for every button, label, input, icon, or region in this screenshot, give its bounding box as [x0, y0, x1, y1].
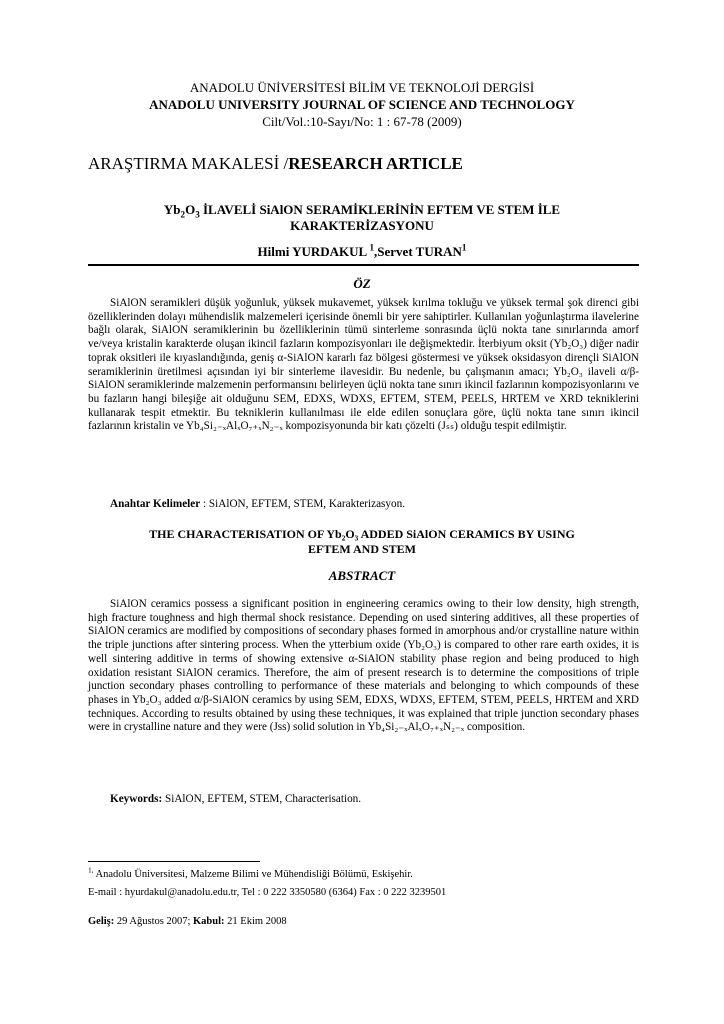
keywords-tr [110, 498, 405, 512]
authors: Hilmi YURDAKUL $^1$,Servet TURAN$^1$ [257, 242, 467, 259]
oz-heading: ÖZ [353, 276, 371, 291]
keywords-en [110, 793, 361, 807]
keywords-en-label: Keywords: [110, 793, 163, 805]
abstract-heading: ABSTRACT [328, 568, 396, 583]
footnote-affiliation: $^{1,}$ Anadolu Üniversitesi, Malzeme Bilimi ve Mühendisliği Bölümü, Eskişehir. [88, 865, 413, 880]
submission-dates [88, 915, 287, 928]
accepted-label: Kabul: [193, 916, 225, 927]
keywords-tr-text: : SiAlON, EFTEM, STEM, Karakterizasyon. [200, 498, 405, 510]
oz-text: SiAlON seramikleri düşük yoğunluk, yüksek mukavemet, yüksek kırılma tokluğu ve yüksek termal şok direnci gibi özelliklerinden dolayı mühendislik malzemeleri içerisinde önemli bir yere sahiptirler. Kullanılan yoğunlaştırma ilavelerine bağlı olarak, SiAlON seramiklerinin bu özelliklerinin tümü sinterleme sonrasında üçlü nokta tane sınırlarında amorf ve/veya kristalin karakterde oluşan ikincil fazların kompozisyonları ile değişmektedir. İterbiyum oksit (Yb₂O₃) diğer nadir toprak oksitleri ile kıyaslandığında, geniş α-SiAlON kararlı faz bölgesi göstermesi ve yüksek oksidasyon dirençli SiAlON seramiklerinin üretilmesi açısından iyi bir sinterleme ilavesidir. Bu nedenle, bu çalışmanın amacı; Yb₂O₃ ilaveli α/β-SiAlON seramiklerinde malzemenin performansını belirleyen üçlü nokta tane sınırı ikincil fazlarının kompozisyonlarını ve bu fazların hangi bileşiğe ait olduğunu SEM, EDXS, WDXS, EFTEM, STEM, PEELS, HRTEM ve XRD tekniklerini kullanarak tespit etmektir. Bu tekniklerin kullanılması ile elde edilen sonuçlara göre, üçlü nokta tane sınırı ikincil fazlarının kristalin ve Yb₄Si₂₋ₓAlₓO₇₊ₓN₂₋ₓ kompozisyonunda bir katı çözelti (Jₛₛ) olduğu tespit edilmiştir. [88, 297, 639, 433]
author-2: Servet TURAN [377, 244, 462, 259]
title-en-line1: THE CHARACTERISATION OF Yb₂O₃ ADDED SiAlON CERAMICS BY USING [149, 527, 575, 541]
header-divider [88, 264, 639, 266]
journal-name-tr: ANADOLU ÜNİVERSİTESİ BİLİM VE TEKNOLOJİ DERGİSİ [189, 80, 535, 95]
footnote-contact: E-mail : hyurdakul@anadolu.edu.tr, Tel : 0 222 3350580 (6364) Fax : 0 222 3239501 [88, 887, 447, 898]
article-type-en: RESEARCH ARTICLE [288, 154, 463, 173]
title-tr-line1: $Yb_2O_3$ İLAVELİ SiAlON SERAMİKLERİNİN EFTEM VE STEM İLE [163, 202, 561, 220]
journal-volume: Cilt/Vol.:10-Sayı/No: 1 : 67-78 (2009) [262, 114, 462, 129]
title-en-line2: EFTEM AND STEM [307, 542, 416, 556]
received-label: Geliş: [88, 916, 115, 927]
author-1: Hilmi YURDAKUL [257, 244, 368, 259]
article-type-tr: ARAŞTIRMA MAKALESİ / [88, 154, 289, 173]
title-tr-line2: KARAKTERİZASYONU [290, 218, 434, 233]
received-date: 29 Ağustos 2007; [114, 916, 194, 927]
keywords-en-text: SiAlON, EFTEM, STEM, Characterisation. [162, 793, 362, 805]
accepted-date: 21 Ekim 2008 [224, 916, 287, 927]
journal-name-en: ANADOLU UNIVERSITY JOURNAL OF SCIENCE AND TECHNOLOGY [149, 97, 575, 112]
article-type [88, 154, 463, 174]
abstract-text: SiAlON ceramics possess a significant position in engineering ceramics owing to their low density, high strength, high fracture toughness and high thermal shock resistance. Depending on used sintering additives, all these properties of SiAlON ceramics are modified by compositions of secondary phases formed in amorphous and/or crystalline nature within the triple junctions after sintering process. When the ytterbium oxide (Yb₂O₃) is compared to other rare earth oxides, it is well sintering additive in terms of showing extensive α-SiAlON stability phase region and being produced to high oxidation resistant SiAlON ceramics. Therefore, the aim of present research is to determine the compositions of triple junction secondary phases controlling to performance of these materials and belonging to which compounds of these phases in Yb₂O₃ added α/β-SiAlON ceramics by using SEM, EDXS, WDXS, EFTEM, STEM, PEELS, HRTEM and XRD techniques. According to results obtained by using these techniques, it was explained that triple junction secondary phases were in crystalline nature and they were (Jss) solid solution in Yb₄Si₂₋ₓAlₓO₇₊ₓN₂₋ₓ composition. [88, 598, 639, 734]
keywords-tr-label: Anahtar Kelimeler [110, 498, 201, 510]
footnote-divider [88, 861, 260, 862]
